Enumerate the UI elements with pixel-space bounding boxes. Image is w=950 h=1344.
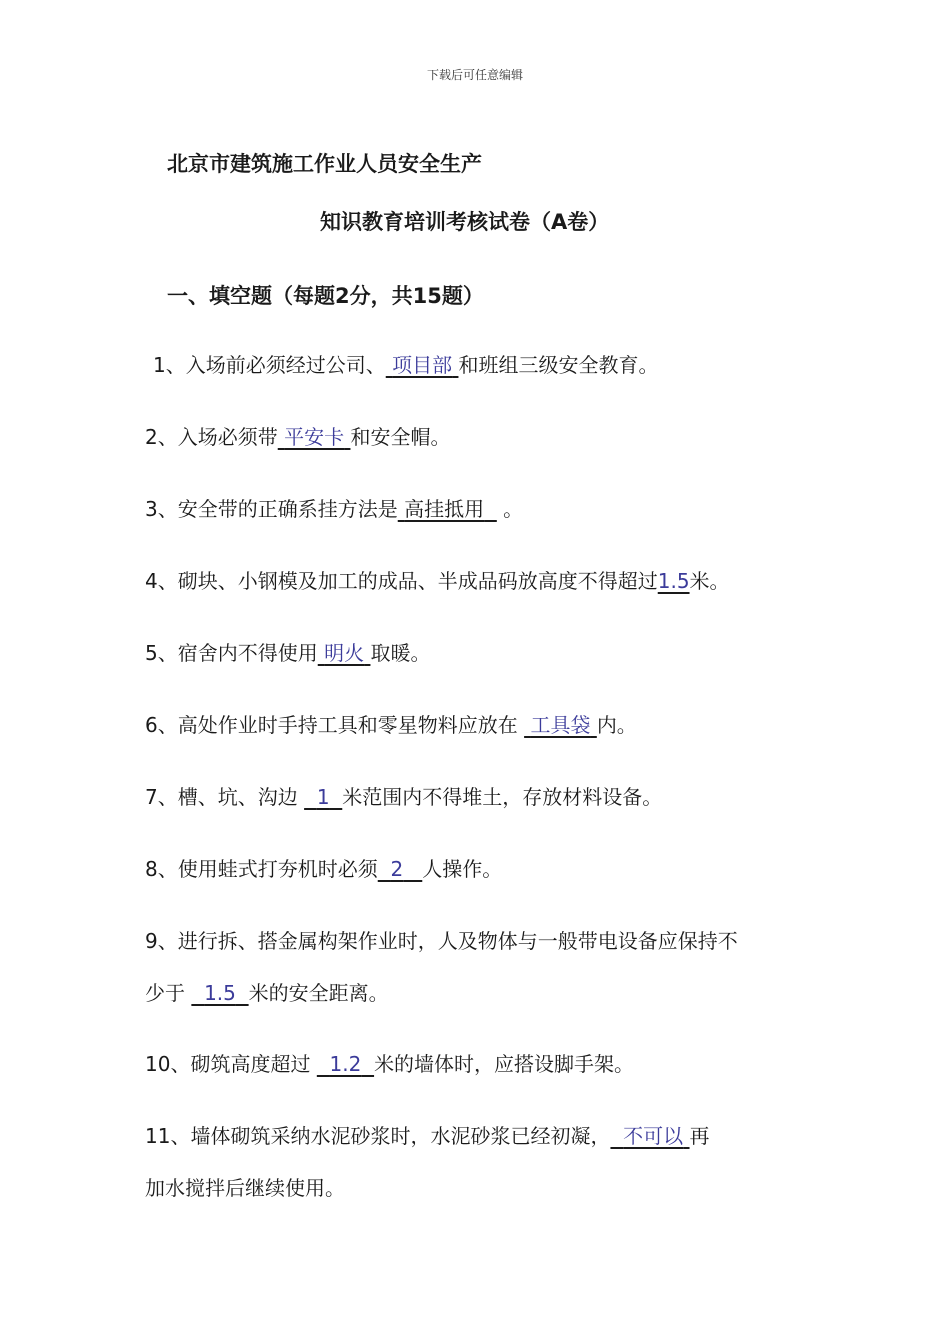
question-text: 、墙体砌筑采纳水泥砂浆时，水泥砂浆已经初凝， xyxy=(170,1124,611,1148)
answer-blank: 1 xyxy=(316,785,330,809)
question-8 xyxy=(145,857,502,881)
question-number: 6 xyxy=(145,713,158,737)
answer-blank: 平安卡 xyxy=(284,425,345,449)
question-text: 、安全带的正确系挂方法是 xyxy=(157,497,398,521)
answer-blank: 明火 xyxy=(324,641,365,665)
question-text: 、入场必须带 xyxy=(157,425,278,449)
question-9-line-2 xyxy=(145,981,389,1005)
question-number: 1 xyxy=(153,353,166,377)
question-number: 8 xyxy=(145,857,158,881)
question-1 xyxy=(153,353,658,377)
question-text: 少于 xyxy=(145,981,192,1005)
question-number: 5 xyxy=(145,641,158,665)
question-text: 、砌块、小钢模及加工的成品、半成品码放高度不得超过 xyxy=(157,569,658,593)
question-text: 、砌筑高度超过 xyxy=(170,1052,317,1076)
question-text: 、高处作业时手持工具和零星物料应放在 xyxy=(157,713,525,737)
section-heading: 一、填空题（每题2分，共15题） xyxy=(167,284,484,308)
question-10 xyxy=(145,1052,634,1076)
question-4 xyxy=(145,569,730,593)
answer-blank: 1.2 xyxy=(329,1052,362,1076)
answer-blank: 项目部 xyxy=(392,353,453,377)
question-text: 、宿舍内不得使用 xyxy=(157,641,318,665)
question-text-end: 米范围内不得堆土，存放材料设备。 xyxy=(342,785,663,809)
question-6 xyxy=(145,713,637,737)
question-text: 加水搅拌后继续使用。 xyxy=(145,1176,345,1200)
question-7 xyxy=(145,785,662,809)
page-header: 下载后可任意编辑 xyxy=(426,68,523,82)
question-number: 3 xyxy=(145,497,158,521)
question-5 xyxy=(145,641,430,665)
answer-blank: 1.5 xyxy=(204,981,236,1005)
question-number: 11 xyxy=(145,1124,171,1148)
question-text-end: 。 xyxy=(496,497,524,521)
question-text-end: 取暖。 xyxy=(370,641,431,665)
question-text-end: 人操作。 xyxy=(422,857,503,881)
question-text-end: 内。 xyxy=(596,713,637,737)
question-text-end: 再 xyxy=(689,1124,710,1148)
question-number: 10 xyxy=(145,1052,171,1076)
question-number: 9 xyxy=(145,929,158,953)
question-text: 、使用蛙式打夯机时必须 xyxy=(157,857,378,881)
question-text-end: 和安全帽。 xyxy=(350,425,451,449)
question-text-end: 米的墙体时，应搭设脚手架。 xyxy=(374,1052,635,1076)
question-text: 、进行拆、搭金属构架作业时，人及物体与一般带电设备应保持不 xyxy=(157,929,738,953)
question-3 xyxy=(145,497,523,521)
question-text-end: 和班组三级安全教育。 xyxy=(458,353,659,377)
answer-blank: 高挂抵用 xyxy=(404,497,485,521)
question-11 xyxy=(145,1124,710,1148)
question-2 xyxy=(145,425,450,449)
answer-blank: 工具袋 xyxy=(530,713,591,737)
title-line-2: 知识教育培训考核试卷（A卷） xyxy=(320,210,610,234)
question-number: 2 xyxy=(145,425,158,449)
question-number: 7 xyxy=(145,785,158,809)
answer-blank: 1.5 xyxy=(657,569,690,593)
question-9 xyxy=(145,929,738,953)
question-number: 4 xyxy=(145,569,158,593)
question-text: 、入场前必须经过公司、 xyxy=(165,353,386,377)
question-11-line-2 xyxy=(145,1176,345,1200)
question-text: 、槽、坑、沟边 xyxy=(157,785,305,809)
question-text-end: 米的安全距离。 xyxy=(248,981,389,1005)
answer-blank: 不可以 xyxy=(623,1124,684,1148)
answer-blank: 2 xyxy=(390,857,404,881)
question-text-end: 米。 xyxy=(689,569,730,593)
title-line-1: 北京市建筑施工作业人员安全生产 xyxy=(167,152,482,176)
